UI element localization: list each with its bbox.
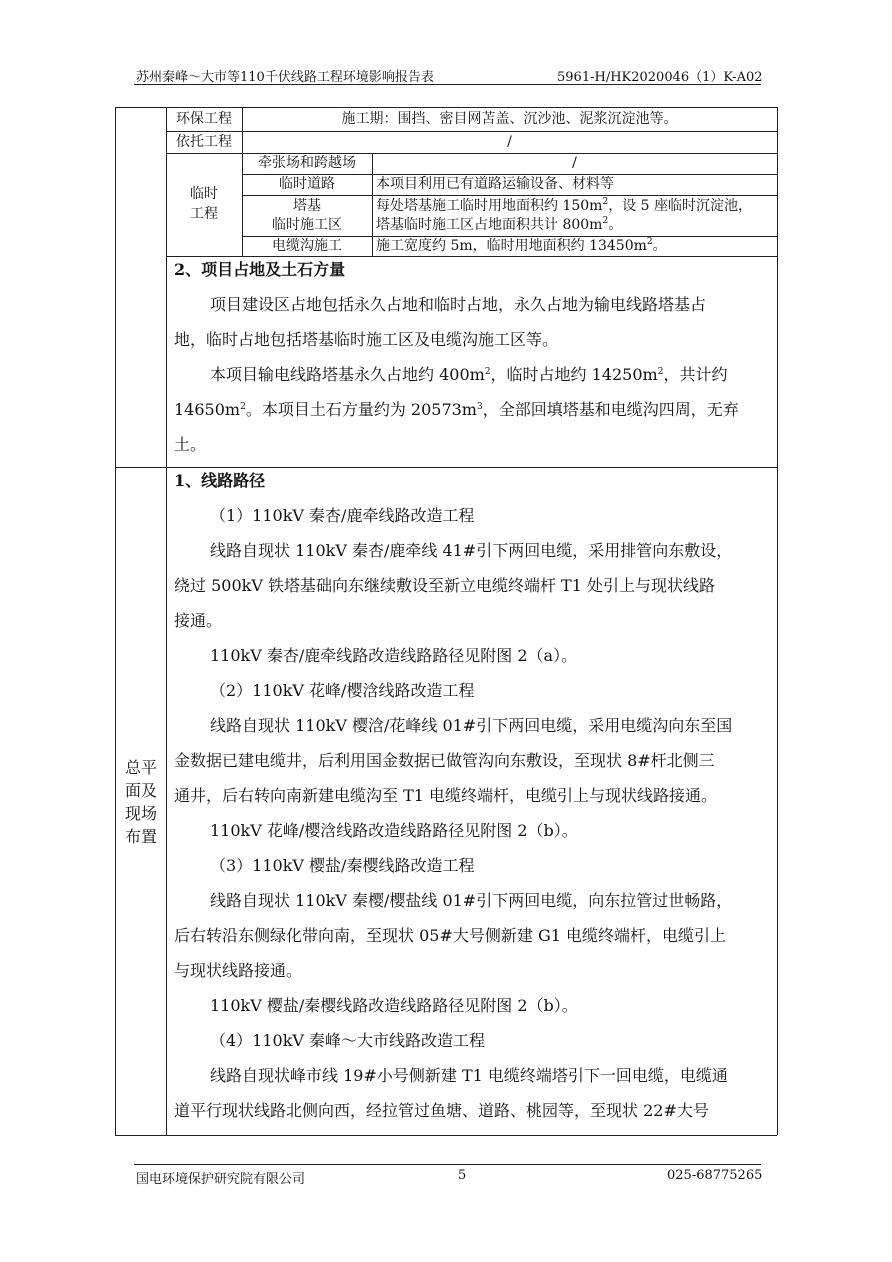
tower-temp-label-1: 塔基 <box>293 198 321 214</box>
tension-field-label: 牵张场和跨越场 <box>258 155 356 171</box>
route-line: 金数据已建电缆井，后利用国金数据已做管沟向东敷设，至现状 8#杆北侧三 <box>174 751 715 770</box>
route-line: 线路自现状峰市线 19#小号侧新建 T1 电缆终端塔引下一回电缆，电缆通 <box>210 1066 728 1085</box>
route-line: 110kV 花峰/樱浛线路改造线路路径见附图 2（b）。 <box>210 821 578 840</box>
header-doc-code: 5961-H/HK2020046（1）K-A02 <box>557 70 763 85</box>
cable-trench-value: 施工宽度约 5m，临时用地面积约 $13450m^2$。 <box>376 237 667 254</box>
tension-field-value: / <box>572 155 577 171</box>
route-line: 线路自现状 110kV 秦杏/鹿牵线 41#引下两回电缆，采用排管向东敷设， <box>210 541 733 560</box>
route-line: 110kV 秦杏/鹿牵线路改造线路路径见附图 2（a）。 <box>210 646 578 665</box>
route-line: 线路自现状 110kV 秦樱/樱盐线 01#引下两回电缆，向东拉管过世畅路， <box>210 891 733 910</box>
footer-phone: 025-68775265 <box>667 1168 763 1183</box>
route-line: 接通。 <box>174 611 223 630</box>
route-line: 线路自现状 110kV 樱浛/花峰线 01#引下两回电缆，采用电缆沟向东至国 <box>210 716 733 735</box>
temp-works-label-2: 工程 <box>190 206 218 222</box>
route-line: （1）110kV 秦杏/鹿牵线路改造工程 <box>210 506 475 525</box>
route-line: 110kV 樱盐/秦樱线路改造线路路径见附图 2（b）。 <box>210 996 578 1015</box>
route-line: 后右转沿东侧绿化带向南，至现状 05#大号侧新建 G1 电缆终端杆，电缆引上 <box>174 926 726 945</box>
route-line: 与现状线路接通。 <box>174 961 303 980</box>
temp-road-value: 本项目利用已有道路运输设备、材料等 <box>376 176 614 192</box>
route-line: （3）110kV 樱盐/秦樱线路改造工程 <box>210 856 475 875</box>
env-protection-label: 环保工程 <box>176 111 232 127</box>
cable-trench-label: 电缆沟施工 <box>272 238 342 254</box>
dependent-project-label: 依托工程 <box>176 134 232 150</box>
temp-road-label: 临时道路 <box>279 176 335 192</box>
route-line: 绕过 500kV 铁塔基础向东继续敷设至新立电缆终端杆 T1 处引上与现状线路 <box>174 576 715 595</box>
route-heading: 1、线路路径 <box>174 471 266 490</box>
route-line: （4）110kV 秦峰～大市线路改造工程 <box>210 1031 486 1050</box>
route-line: 道平行现状线路北侧向西，经拉管过鱼塘、道路、桃园等，至现状 22#大号 <box>174 1101 709 1120</box>
land-paragraph-2: 本项目输电线路塔基永久占地约 $400m^2$，临时占地约 $14250m^2$，共计约 $14650m^2$。本项目土石方量约为 $20573m^3$，全部回填塔基和电缆沟四周，无弃 土。 <box>174 365 739 454</box>
route-body <box>174 498 774 1128</box>
tower-temp-label-2: 临时施工区 <box>272 217 342 233</box>
route-line: 通井，后右转向南新建电缆沟至 T1 电缆终端杆，电缆引上与现状线路接通。 <box>174 786 718 805</box>
layout-side-label: 总平 面及 现场 布置 <box>124 758 157 846</box>
footer-rule <box>134 1164 761 1165</box>
land-paragraph-1: 项目建设区占地包括永久占地和临时占地，永久占地为输电线路塔基占 地，临时占地包括塔基临时施工区及电缆沟施工区等。 <box>174 295 707 349</box>
tower-temp-value-1: 每处塔基施工临时用地面积约 $150m^2$，设 5 座临时沉淀池， <box>376 197 752 214</box>
footer-org: 国电环境保护研究院有限公司 <box>136 1172 306 1187</box>
route-line: （2）110kV 花峰/樱浛线路改造工程 <box>210 681 475 700</box>
land-heading: 2、项目占地及土石方量 <box>174 260 346 279</box>
dependent-project-value: / <box>507 134 512 150</box>
temp-works-label-1: 临时 <box>190 186 218 202</box>
header-title: 苏州秦峰～大市等110千伏线路工程环境影响报告表 <box>136 70 434 85</box>
page-number: 5 <box>458 1168 467 1183</box>
env-protection-value: 施工期：围挡、密目网苫盖、沉沙池、泥浆沉淀池等。 <box>341 111 678 127</box>
tower-temp-value-2: 塔基临时施工区占地面积共计 $800m^2$。 <box>376 216 623 233</box>
header-rule <box>134 84 761 85</box>
